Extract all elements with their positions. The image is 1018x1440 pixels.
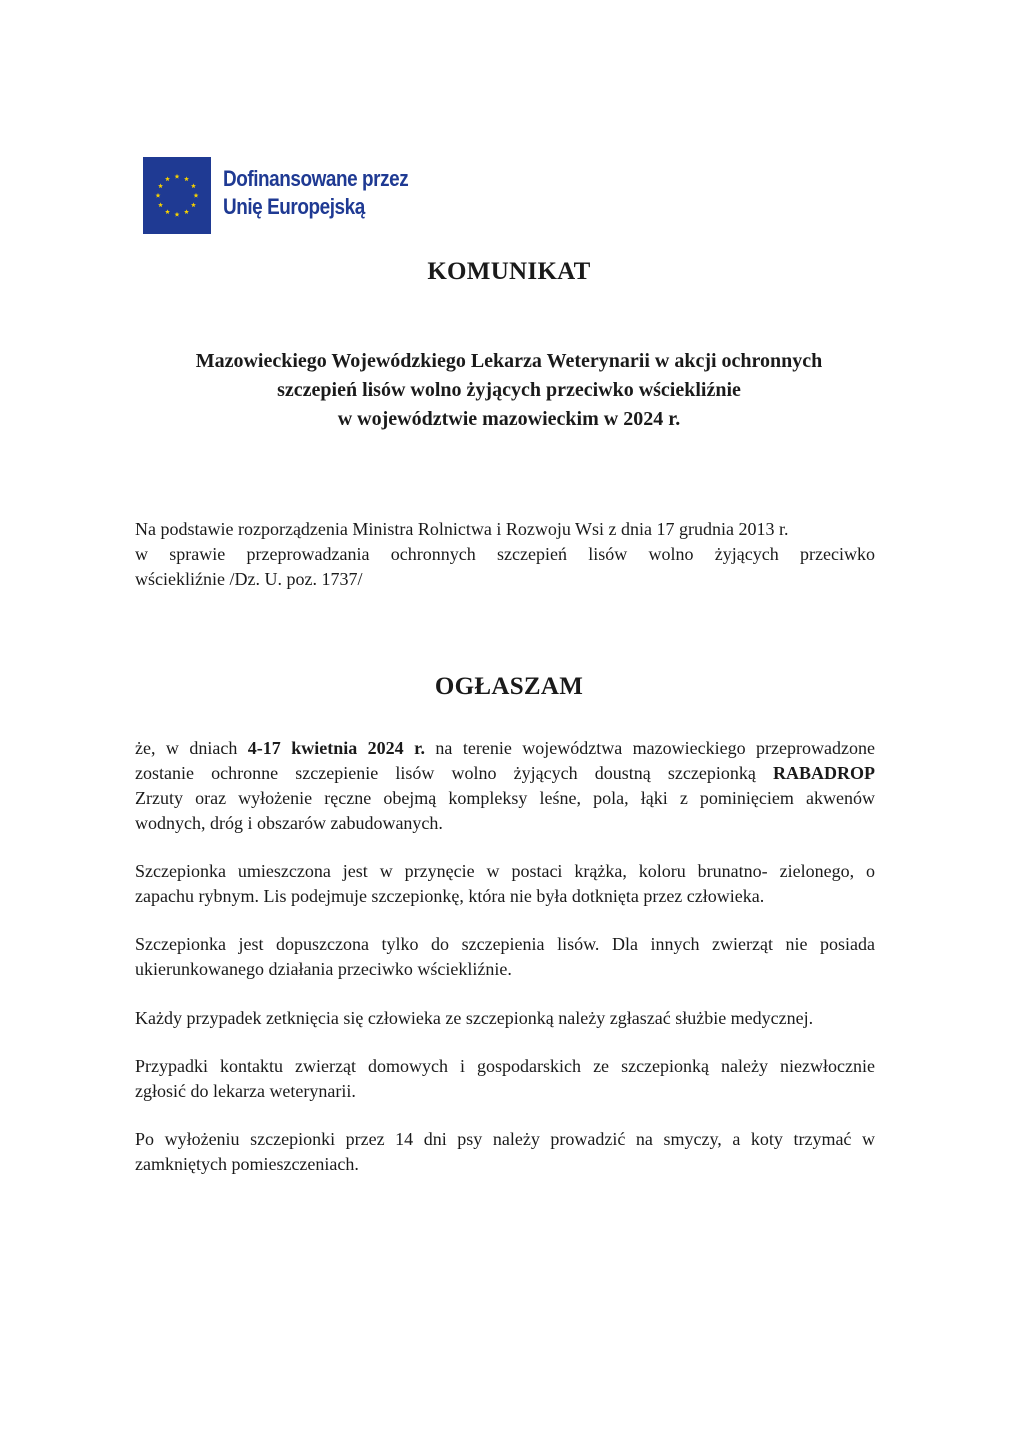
eu-star-icon: [191, 202, 196, 207]
paragraph-line: ukierunkowanego działania przeciwko wściekliźnie.: [135, 959, 512, 979]
eu-star-icon: [184, 209, 189, 214]
vaccine-scope-paragraph: [135, 932, 875, 982]
eu-flag-icon: [143, 157, 211, 234]
paragraph-line: wściekliźnie /Dz. U. poz. 1737/: [135, 569, 363, 589]
paragraph-line: zgłosić do lekarza weterynarii.: [135, 1081, 356, 1101]
paragraph-line: Przypadki kontaktu zwierząt domowych i gospodarskich ze szczepionką należy niezwłocznie: [135, 1056, 875, 1076]
eu-star-icon: [158, 183, 163, 188]
paragraph-line: zamkniętych pomieszczeniach.: [135, 1154, 359, 1174]
bait-description-paragraph: [135, 859, 875, 909]
eu-star-icon: [194, 193, 199, 198]
eu-star-icon: [175, 212, 180, 217]
paragraph-line: wodnych, dróg i obszarów zabudowanych.: [135, 813, 443, 833]
paragraph-line: Każdy przypadek zetknięcia się człowieka ze szczepionką należy zgłaszać służbie medycznej.: [135, 1008, 814, 1028]
eu-funding-logo: [143, 157, 438, 234]
paragraph-line: Zrzuty oraz wyłożenie ręczne obejmą kompleksy leśne, pola, łąki z pominięciem akwenów: [135, 788, 875, 808]
animal-contact-paragraph: [135, 1054, 875, 1104]
paragraph-line: Szczepionka jest dopuszczona tylko do szczepienia lisów. Dla innych zwierząt nie posiada: [135, 934, 875, 954]
announcement-paragraph: [135, 736, 875, 836]
text-run: że, w dniach: [135, 738, 248, 758]
paragraph-line: [135, 736, 875, 761]
paragraph-line: [135, 761, 875, 786]
paragraph-line: Na podstawie rozporządzenia Ministra Rolnictwa i Rozwoju Wsi z dnia 17 grudnia 2013 r.: [135, 519, 789, 539]
eu-funding-text-line2: Unię Europejską: [223, 193, 365, 219]
legal-basis-paragraph: [135, 517, 875, 592]
eu-star-icon: [191, 183, 196, 188]
document-subtitle: [100, 347, 918, 434]
eu-star-icon: [165, 176, 170, 181]
eu-funding-text-line1: Dofinansowane przez: [223, 165, 409, 191]
announcement-heading: OGŁASZAM: [434, 673, 584, 700]
paragraph-line: Szczepionka umieszczona jest w przynęcie w postaci krążka, koloru brunatno- zielonego, o: [135, 861, 875, 881]
text-run: na terenie województwa mazowieckiego przeprowadzone: [424, 738, 875, 758]
human-contact-paragraph: [135, 1006, 875, 1031]
eu-star-icon: [175, 174, 180, 179]
paragraph-line: w sprawie przeprowadzania ochronnych szczepień lisów wolno żyjących przeciwko: [135, 544, 875, 564]
vaccination-dates: 4-17 kwietnia 2024 r.: [247, 738, 425, 758]
subtitle-line: w województwie mazowieckim w 2024 r.: [337, 408, 681, 430]
paragraph-line: zapachu rybnym. Lis podejmuje szczepionkę, która nie była dotknięta przez człowieka.: [135, 886, 765, 906]
text-run: zostanie ochronne szczepienie lisów wolno żyjących doustną szczepionką: [135, 763, 773, 783]
paragraph-line: Po wyłożeniu szczepionki przez 14 dni psy należy prowadzić na smyczy, a koty trzymać w: [135, 1129, 875, 1149]
eu-star-icon: [184, 176, 189, 181]
eu-funding-text: [223, 165, 408, 221]
subtitle-line: Mazowieckiego Wojewódzkiego Lekarza Weterynarii w akcji ochronnych: [195, 350, 823, 372]
subtitle-line: szczepień lisów wolno żyjących przeciwko wściekliźnie: [277, 379, 741, 401]
document-heading: KOMUNIKAT: [427, 258, 591, 285]
eu-star-icon: [158, 202, 163, 207]
pet-restriction-paragraph: [135, 1127, 875, 1177]
vaccine-name: RABADROP: [773, 763, 875, 783]
eu-star-icon: [165, 209, 170, 214]
eu-star-icon: [156, 193, 161, 198]
